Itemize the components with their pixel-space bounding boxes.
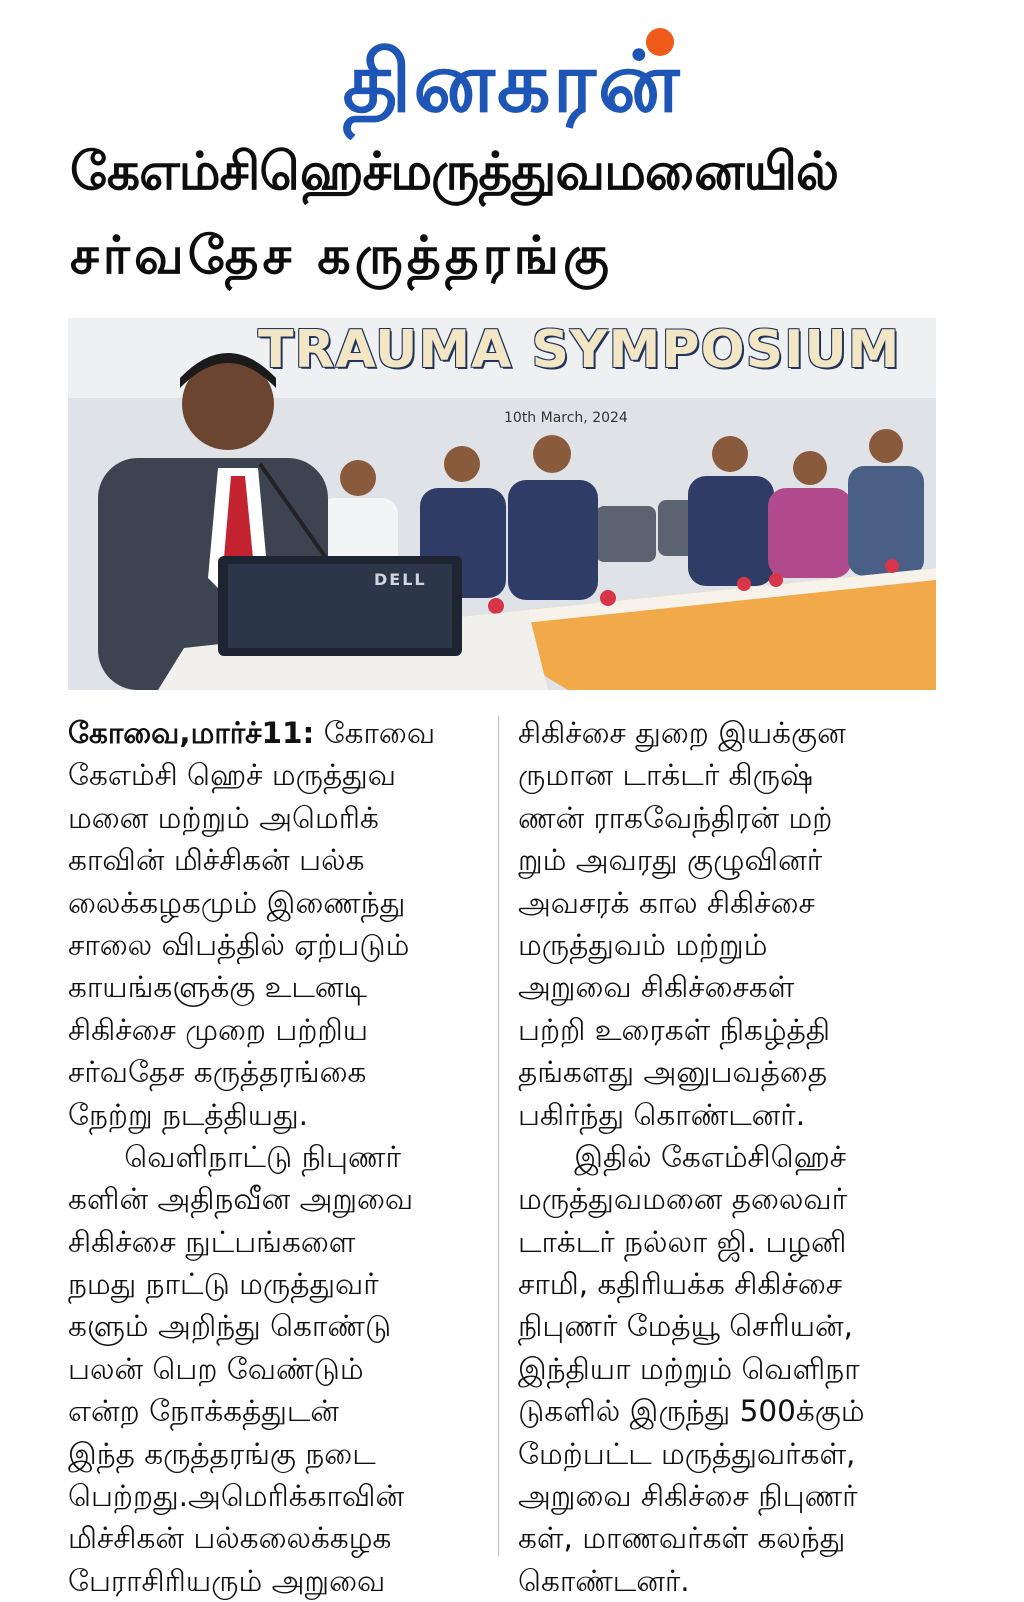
article-line: டுகளில் இருந்து 500க்கும் bbox=[518, 1394, 865, 1429]
article-line: பகிர்ந்து கொண்டனர். bbox=[518, 1097, 806, 1132]
article-line: பேராசிரியரும் அறுவை bbox=[68, 1563, 386, 1598]
article-line: நமது நாட்டு மருத்துவர் bbox=[68, 1267, 379, 1302]
article-line: இந்தியா மற்றும் வெளிநா bbox=[518, 1351, 860, 1386]
masthead-logo: தினகரன் bbox=[342, 33, 682, 131]
event-photo bbox=[68, 318, 936, 690]
article-line: சாமி, கதிரியக்க சிகிச்சை bbox=[518, 1267, 843, 1302]
article-line: லைக்கழகமும் இணைந்து bbox=[68, 885, 406, 920]
article-line: சிகிச்சை முறை பற்றிய bbox=[68, 1012, 369, 1047]
article-line: இதில் கேஎம்சிஹெச் bbox=[518, 1139, 847, 1174]
article-line: சிகிச்சை துறை இயக்குன bbox=[518, 716, 846, 750]
article-line: டாக்டர் நல்லா ஜி. பழனி bbox=[518, 1224, 847, 1259]
article-line: சாலை விபத்தில் ஏற்படும் bbox=[68, 927, 410, 962]
article-line: களின் அதிநவீன அறுவை bbox=[68, 1182, 414, 1217]
article-line: கொண்டனர். bbox=[518, 1563, 690, 1598]
article-line: அறுவை சிகிச்சைகள் bbox=[518, 970, 795, 1005]
article-line: றும் அவரது குழுவினர் bbox=[518, 843, 823, 878]
article-line: சிகிச்சை நுட்பங்களை bbox=[68, 1224, 356, 1259]
article-line: பெற்றது.அமெரிக்காவின் bbox=[68, 1479, 405, 1514]
article-line: பலன் பெற வேண்டும் bbox=[68, 1351, 364, 1386]
article-line: மிச்சிகன் பல்கலைக்கழக bbox=[68, 1521, 392, 1556]
dateline: கோவை,மார்ச்11: bbox=[68, 716, 315, 750]
article-line: மருத்துவமனை தலைவர் bbox=[518, 1182, 848, 1217]
article-text: கோவை bbox=[314, 716, 436, 750]
article-line: வெளிநாட்டு நிபுணர் bbox=[68, 1139, 401, 1174]
article-line: அறுவை சிகிச்சை நிபுணர் bbox=[518, 1479, 858, 1514]
article-line: நேற்று நடத்தியது. bbox=[68, 1097, 309, 1132]
article-line: சர்வதேச கருத்தரங்கை bbox=[68, 1055, 367, 1090]
column-divider bbox=[498, 716, 499, 1556]
banner-text: TRAUMA SYMPOSIUM bbox=[258, 320, 901, 380]
masthead bbox=[0, 18, 1024, 131]
article-line: இந்த கருத்தரங்கு நடை bbox=[68, 1436, 376, 1471]
article-line: ருமான டாக்டர் கிருஷ் bbox=[518, 758, 814, 793]
headline-line-1: கேஎம்சிஹெச்மருத்துவமனையில் bbox=[70, 142, 839, 202]
article-line: மனை மற்றும் அமெரிக் bbox=[68, 800, 379, 835]
article-line: தங்களது அனுபவத்தை bbox=[518, 1055, 828, 1090]
article-column-left bbox=[68, 712, 480, 1602]
article-line: என்ற நோக்கத்துடன் bbox=[68, 1394, 339, 1429]
article-line: காயங்களுக்கு உடனடி bbox=[68, 970, 367, 1005]
article-line: கள், மாணவர்கள் கலந்து bbox=[518, 1521, 846, 1556]
monitor-brand: DELL bbox=[374, 570, 427, 589]
article-line: ணன் ராகவேந்திரன் மற் bbox=[518, 800, 833, 835]
article-line: கேஎம்சி ஹெச் மருத்துவ bbox=[68, 758, 396, 793]
article-line bbox=[68, 712, 480, 754]
article-line: அவசரக் கால சிகிச்சை bbox=[518, 885, 815, 920]
headline-line-2: சர்வதேச கருத்தரங்கு bbox=[70, 226, 613, 286]
article-line: மேற்பட்ட மருத்துவர்கள், bbox=[518, 1436, 856, 1471]
banner-date: 10th March, 2024 bbox=[504, 410, 628, 426]
article-line: நிபுணர் மேத்யூ செரியன், bbox=[518, 1309, 854, 1344]
article-line: காவின் மிச்சிகன் பல்க bbox=[68, 843, 365, 878]
article-line: களும் அறிந்து கொண்டு bbox=[68, 1309, 392, 1344]
article-column-right bbox=[518, 712, 930, 1602]
article-line: மருத்துவம் மற்றும் bbox=[518, 927, 768, 962]
article-line: பற்றி உரைகள் நிகழ்த்தி bbox=[518, 1012, 830, 1047]
